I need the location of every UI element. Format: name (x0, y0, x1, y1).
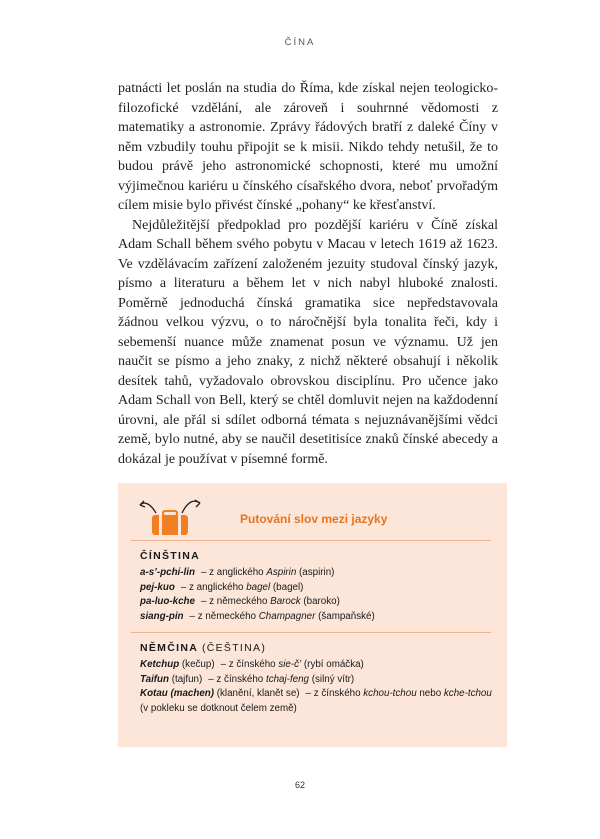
section-chinese (140, 550, 495, 624)
page-number: 62 (294, 780, 305, 790)
main-text (118, 79, 498, 469)
entry: pa-luo-kche – z německého Barock (baroko) (140, 596, 340, 607)
entry: Kotau (machen) (klanění, klanět se) – z čínského kchou-tchou nebo kche-tchou (v pokleku se dotknout čelem země) (140, 688, 492, 714)
entry: siang-pin – z německého Champagner (šampaňské) (140, 610, 375, 622)
paragraph-1: patnácti let poslán na studia do Říma, kde získal nejen teologicko-filozofické vzdělání, ale zároveň i souhrnné vědomosti z matematiky a astronomie. Zprávy řádových bratří z daleké Číny v něm vzbudily touhu připojit se k misii. Nikdo tehdy netušil, že to budou právě jeho astronomické schopnosti, které mu umožní výjimečnou kariéru u čínského císařského dvora, neboť prvořadým cílem misie bylo přivést čínské „pohany“ ke křesťanství. (118, 81, 498, 213)
running-header: ČÍNA (284, 37, 316, 48)
sidebar-box (118, 483, 507, 747)
divider (131, 632, 491, 633)
entry: a-s’-pchi-lin – z anglického Aspirin (aspirin) (140, 567, 335, 578)
suitcase-with-arrows-icon (138, 493, 202, 537)
section-heading: ČÍNŠTINA (140, 550, 200, 562)
section-heading: NĚMČINA (ČEŠTINA) (140, 642, 267, 654)
entry: Taifun (tajfun) – z čínského tchaj-feng (silný vítr) (140, 673, 355, 685)
divider (131, 540, 491, 541)
box-title: Putování slov mezi jazyky (240, 512, 388, 526)
entry: pej-kuo – z anglického bagel (bagel) (140, 581, 304, 593)
section-german (140, 642, 495, 716)
paragraph-2: Nejdůležitější předpoklad pro pozdější kariéru v Číně získal Adam Schall během svého pobytu v Macau v letech 1619 až 1623. Ve vzdělávacím zařízení založeném jezuity studoval čínský jazyk, písmo a literaturu a během let v nich nabyl hluboké znalosti. Poměrně jednoduchá čínská gramatika sice nepředstavovala žádnou velkou výzvu, o to náročnější byla tonalita řeči, kdy i sebemenší nuance může znamenat posun ve významu. Už jen naučit se písmo a jeho znaky, z nichž některé obsahují i několik desítek tahů, vyžadovalo obrovskou disciplínu. Pro učence jako Adam Schall von Bell, který se chtěl domluvit nejen na každodenní úrovni, ale přál si sdílet odborná témata s nejuznávanějšími vědci země, bylo nutné, aby se naučil desetitisíce znaků čínské abecedy a dokázal je používat v písemné formě. (118, 217, 498, 467)
entry: Ketchup (kečup) – z čínského sie-č’ (rybí omáčka) (140, 659, 364, 670)
